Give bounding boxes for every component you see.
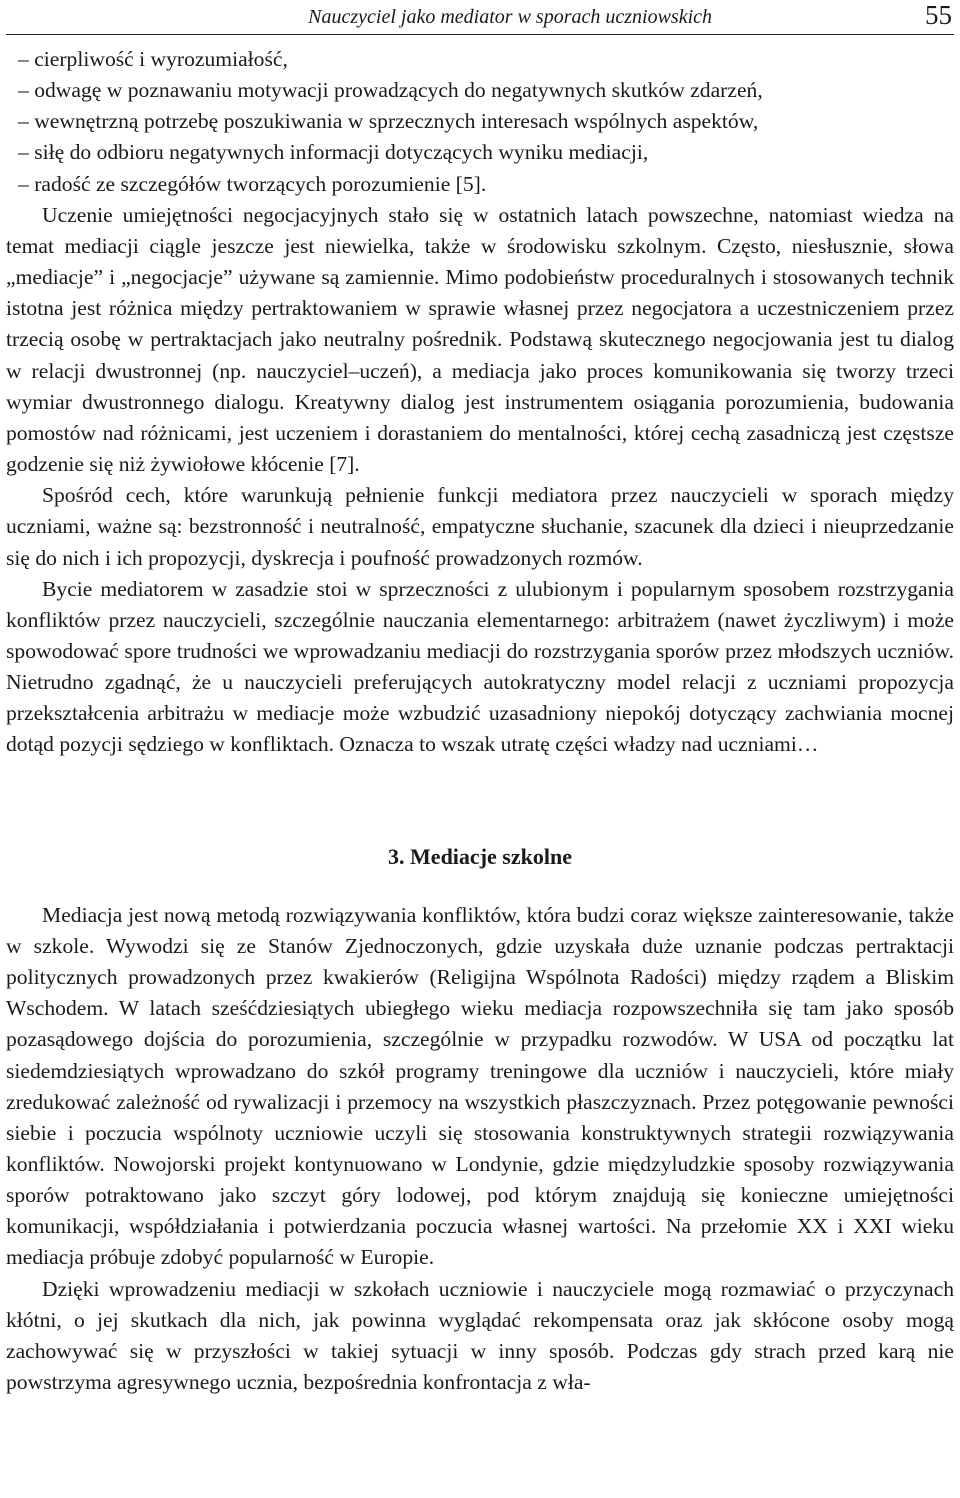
list-item: – cierpliwość i wyrozumiałość, bbox=[18, 47, 288, 71]
paragraph-school-mediation-history: Mediacja jest nową metodą rozwiązywania konfliktów, która budzi coraz większe zainteresowanie, także w szkole. Wywodzi się ze Stanów Zjednoczonych, gdzie uzyskała duże uznanie podczas pertraktacji politycznych prowadzonych przez kwakierów (Religijna Wspólnota Radości) między rządem a Bliskim Wschodem. W latach sześćdziesiątych ubiegłego wieku mediacja rozpowszechniła się tam jako sposób pozasądowego dojścia do porozumienia, szczególnie w przypadku rozwodów. W USA od początku lat siedemdziesiątych wprowadzano do szkół programy treningowe dla uczniów i nauczycieli, które miały zredukować zależność od rywalizacji i przemocy na wszystkich płaszczyznach. Przez potęgowanie pewności siebie i poczucia wspólnoty uczniowie uczyli się stosowania konstruktywnych strategii rozwiązywania konfliktów. Nowojorski projekt kontynuowano w Londynie, gdzie międzyludzkie sposoby rozwiązywania sporów potraktowano jako szczyt góry lodowej, pod którym znajdują się konieczne umiejętności komunikacji, współdziałania i potwierdzania poczucia własnej wartości. Na przełomie XX i XXI wieku mediacja próbuje zdobyć popularność w Europie. bbox=[6, 902, 954, 1270]
list-item: – wewnętrzną potrzebę poszukiwania w sprzecznych interesach wspólnych aspektów, bbox=[18, 109, 759, 134]
paragraph-mediation-benefits: Dzięki wprowadzeniu mediacji w szkołach uczniowie i nauczyciele mogą rozmawiać o przyczynach kłótni, o jej skutkach dla nich, jak powinna wyglądać rekompensata oraz jak skłócone osoby mogą zachowywać się w przyszłości w takiej sytuacji w inny sposób. Podczas gdy strach przed karą nie powstrzyma agresywnego ucznia, bezpośrednia konfrontacja z wła- bbox=[6, 1276, 954, 1395]
page-header bbox=[6, 0, 954, 35]
section-heading: 3. Mediacje szkolne bbox=[388, 843, 572, 869]
page-body bbox=[6, 44, 954, 1398]
paragraph-arbitration: Bycie mediatorem w zasadzie stoi w sprzeczności z ulubionym i popularnym sposobem rozstrzygania konfliktów przez nauczycieli, szczególnie nauczania elementarnego: arbitrażem (nawet życzliwym) i może spowodować spore trudności we wprowadzaniu mediacji do rozstrzygania sporów przez młodszych uczniów. Nietrudno zgadnąć, że u nauczycieli preferujących autokratyczny model relacji z uczniami propozycja przekształcenia arbitrażu w mediacje może wzbudzić uzasadniony niepokój dotyczący zachwiania mocnej dotąd pozycji sędziego w konfliktach. Oznacza to wszak utratę części władzy nad uczniami… bbox=[6, 576, 954, 757]
paragraph-mediator-traits: Spośród cech, które warunkują pełnienie funkcji mediatora przez nauczycieli w sporach między uczniami, ważne są: bezstronność i neutralność, empatyczne słuchanie, szacunek dla dzieci i nieuprzedzanie się do nich i ich propozycji, dyskrecja i poufność prowadzonych rozmów. bbox=[6, 483, 954, 570]
list-item: – radość ze szczegółów tworzących porozumienie [5]. bbox=[18, 171, 487, 196]
list-item: – odwagę w poznawaniu motywacji prowadzących do negatywnych skutków zdarzeń, bbox=[18, 78, 763, 103]
paragraph-negotiation-vs-mediation: Uczenie umiejętności negocjacyjnych stało się w ostatnich latach powszechne, natomiast wiedza na temat mediacji ciągle jeszcze jest niewielka, także w środowisku szkolnym. Często, niesłusznie, słowa „mediacje” i „negocjacje” używane są zamiennie. Mimo podobieństw proceduralnych i stosowanych technik istotna jest różnica między pertraktowaniem w sprawie własnej przez negocjatora a uczestniczeniem przez trzecią osobę w pertraktacjach jako neutralny pośrednik. Podstawą skutecznego negocjowania jest tu dialog w relacji dwustronnej (np. nauczyciel–uczeń), a mediacja jako proces komunikowania się tworzy trzeci wymiar dwustronnego dialogu. Kreatywny dialog jest instrumentem osiągania porozumienia, budowania pomostów nad różnicami, jest uczeniem i dorastaniem do mentalności, której cechą zasadniczą jest częstsze godzenie się niż żywiołowe kłócenie [7]. bbox=[6, 202, 954, 477]
trait-list bbox=[6, 44, 954, 200]
running-title: Nauczyciel jako mediator w sporach uczniowskich bbox=[308, 6, 712, 28]
page-number: 55 bbox=[925, 0, 952, 30]
list-item: – siłę do odbioru negatywnych informacji dotyczących wyniku mediacji, bbox=[18, 140, 649, 165]
